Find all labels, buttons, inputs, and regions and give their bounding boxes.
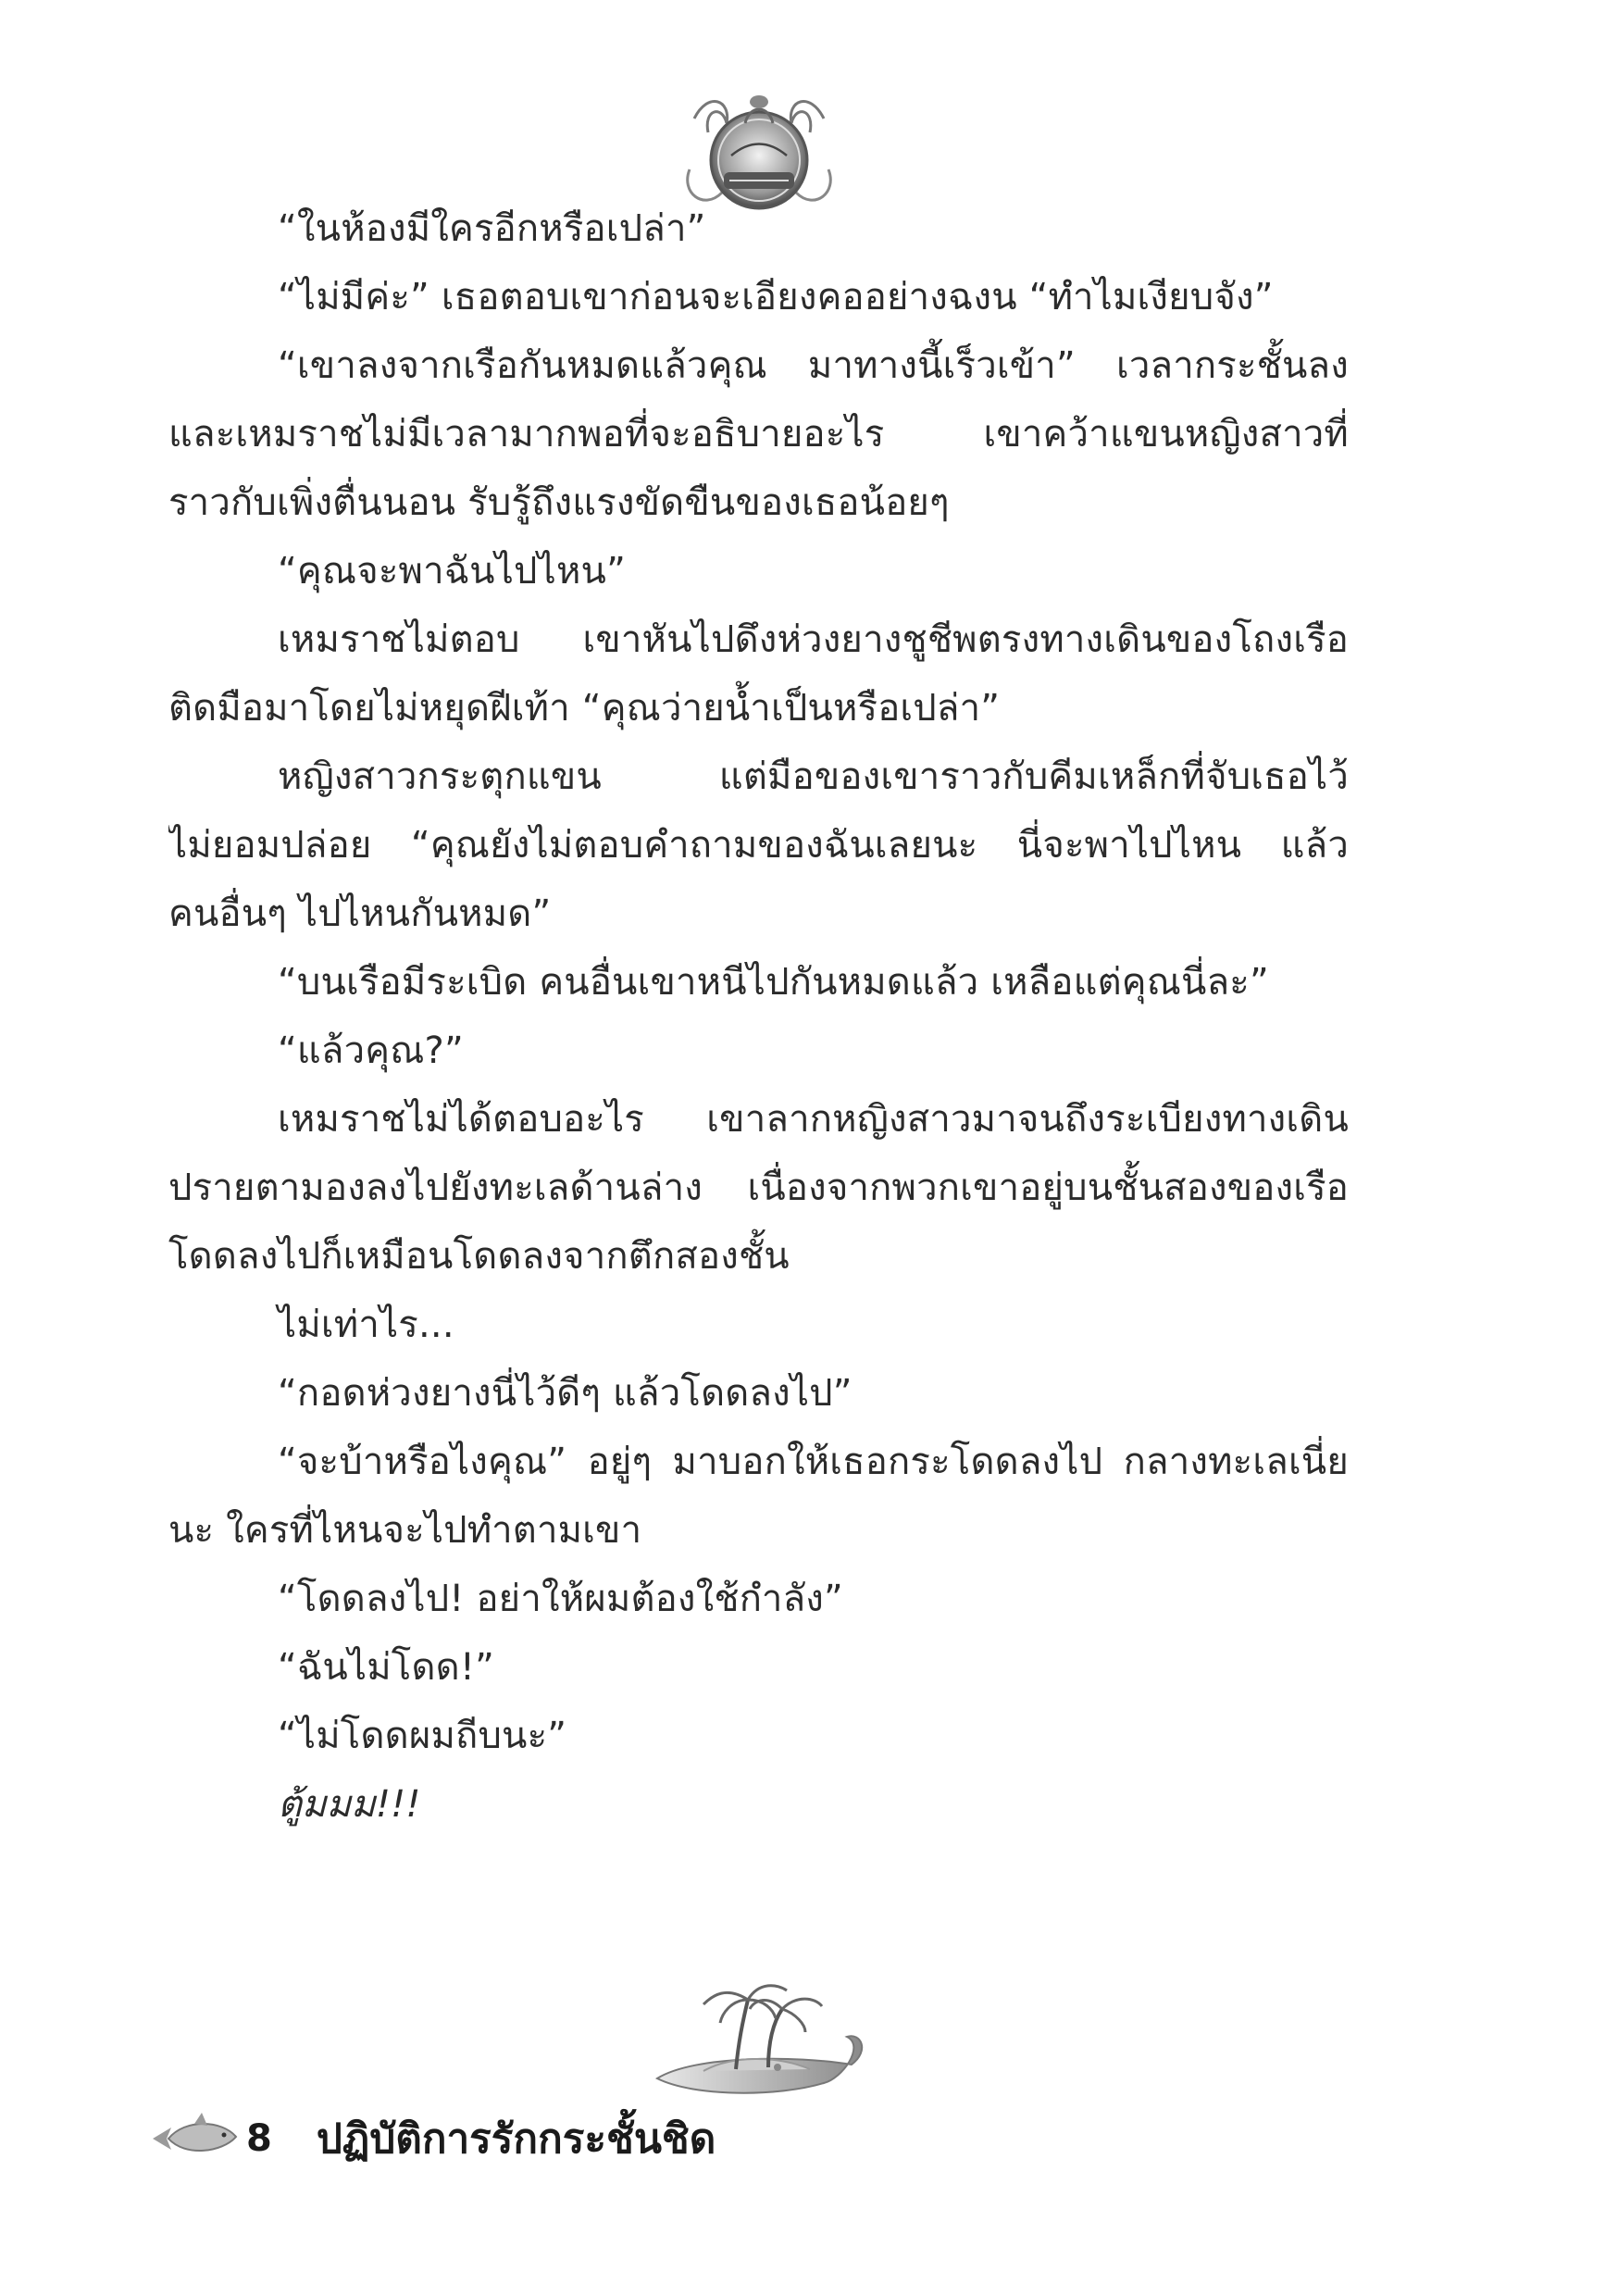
- paragraph-line: “จะบ้าหรือไงคุณ” อยู่ๆ มาบอกให้เธอกระโดดลงไป กลางทะเลเนี่ย: [278, 1441, 1349, 1483]
- paragraph-line: “เขาลงจากเรือกันหมดแล้วคุณ มาทางนี้เร็วเข้า” เวลากระชั้นลง: [278, 344, 1349, 387]
- paragraph-line: เหมราชไม่ตอบ เขาหันไปดึงห่วงยางชูชีพตรงทางเดินของโถงเรือ: [278, 618, 1349, 661]
- paragraph-line: โดดลงไปก็เหมือนโดดลงจากตึกสองชั้น: [168, 1235, 790, 1278]
- story-text: [168, 194, 1349, 1839]
- paragraph-line: ติดมือมาโดยไม่หยุดฝีเท้า “คุณว่ายน้ำเป็นหรือเปล่า”: [168, 687, 1001, 730]
- paragraph-line: “แล้วคุณ?”: [278, 1029, 464, 1072]
- paragraph-line: หญิงสาวกระตุกแขน แต่มือของเขาราวกับคีมเหล็กที่จับเธอไว้: [278, 755, 1349, 798]
- paragraph-line: และเหมราชไม่มีเวลามากพอที่จะอธิบายอะไร เขาคว้าแขนหญิงสาวที่: [168, 413, 1349, 455]
- paragraph-line: “ในห้องมีใครอีกหรือเปล่า”: [278, 207, 706, 250]
- paragraph-line: “กอดห่วงยางนี่ไว้ดีๆ แล้วโดดลงไป”: [278, 1372, 853, 1415]
- paragraph-line: “โดดลงไป! อย่าให้ผมต้องใช้กำลัง”: [278, 1578, 843, 1620]
- book-title: ปฏิบัติการรักกระชั้นชิด: [316, 2115, 716, 2163]
- paragraph-line: คนอื่นๆ ไปไหนกันหมด”: [168, 892, 552, 935]
- palm-island-icon: [639, 1967, 879, 2106]
- paragraph-line: ปรายตามองลงไปยังทะเลด้านล่าง เนื่องจากพวกเขาอยู่บนชั้นสองของเรือ: [168, 1167, 1349, 1209]
- paragraph-line: ไม่เท่าไร...: [278, 1304, 454, 1346]
- paragraph-line: “บนเรือมีระเบิด คนอื่นเขาหนีไปกันหมดแล้ว เหลือแต่คุณนี่ละ”: [278, 961, 1269, 1004]
- paragraph-line: ราวกับเพิ่งตื่นนอน รับรู้ถึงแรงขัดขืนของเธอน้อยๆ: [168, 481, 950, 524]
- paragraph-line: เหมราชไม่ได้ตอบอะไร เขาลากหญิงสาวมาจนถึงระเบียงทางเดิน: [278, 1098, 1349, 1141]
- paragraph-line: “ไม่มีค่ะ” เธอตอบเขาก่อนจะเอียงคออย่างฉงน “ทำไมเงียบจัง”: [278, 276, 1274, 318]
- paragraph-line: ตู้มมม!!!: [278, 1783, 421, 1826]
- page-footer: [148, 2102, 716, 2176]
- page-number: 8: [246, 2117, 272, 2160]
- paragraph-line: นะ ใครที่ไหนจะไปทำตามเขา: [168, 1509, 642, 1552]
- paragraph-line: “ฉันไม่โดด!”: [278, 1646, 494, 1689]
- fish-icon: [148, 2111, 241, 2166]
- paragraph-line: “คุณจะพาฉันไปไหน”: [278, 550, 626, 593]
- paragraph-line: ไม่ยอมปล่อย “คุณยังไม่ตอบคำถามของฉันเลยนะ นี่จะพาไปไหน แล้ว: [168, 824, 1349, 867]
- paragraph-line: “ไม่โดดผมถีบนะ”: [278, 1715, 567, 1757]
